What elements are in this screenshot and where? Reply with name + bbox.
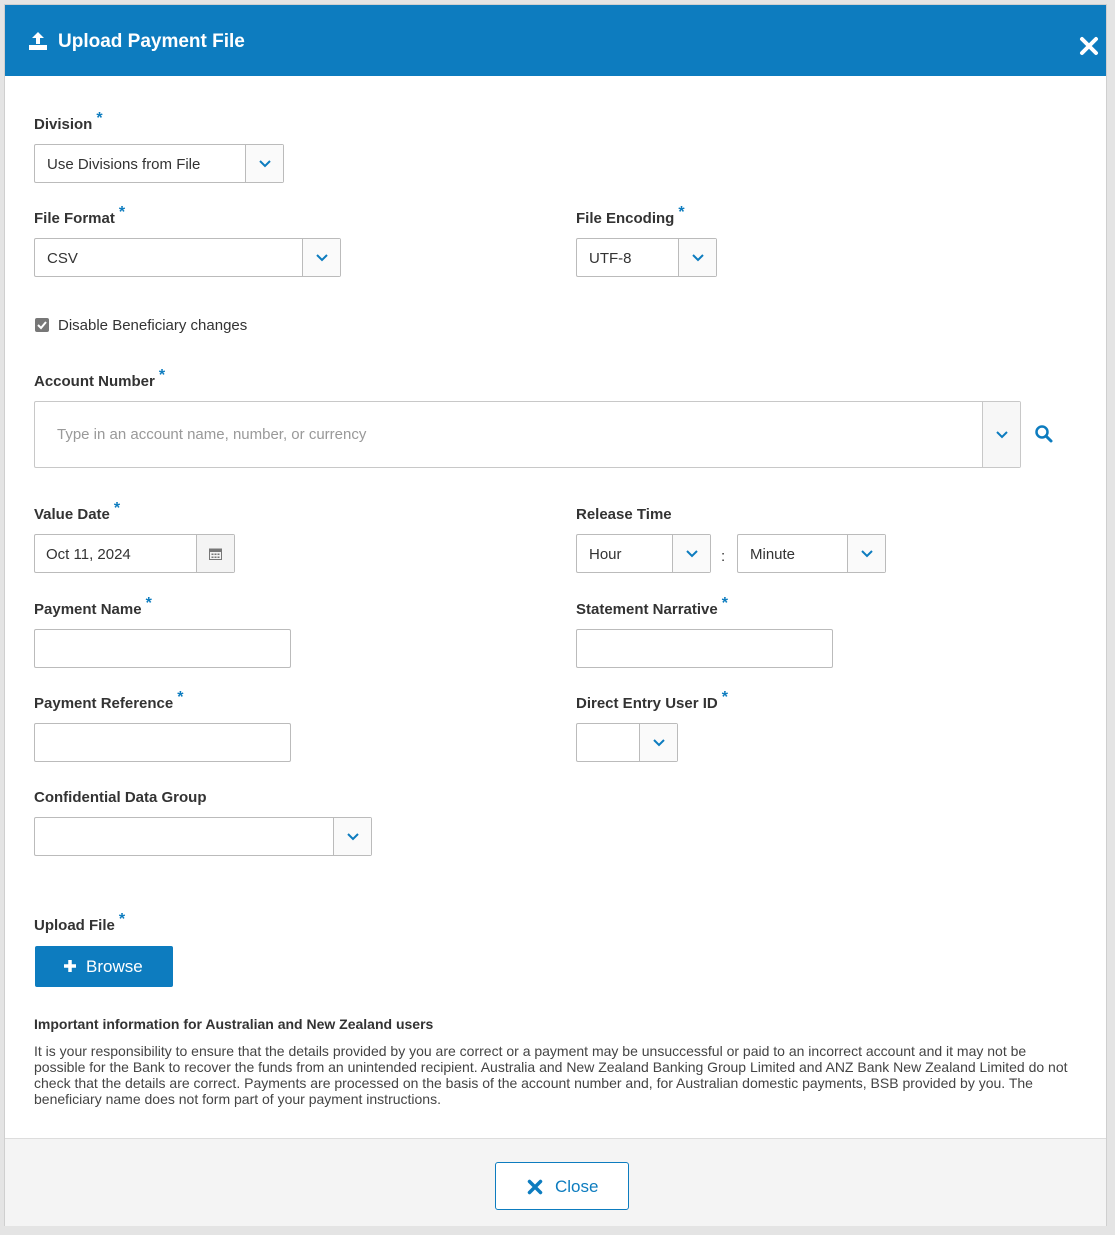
- browse-button[interactable]: Browse: [35, 946, 173, 987]
- payment-name-label: Payment Name *: [34, 595, 152, 618]
- disable-beneficiary-checkbox[interactable]: [35, 318, 49, 332]
- chevron-down-icon[interactable]: [982, 402, 1020, 467]
- dialog-header: [5, 5, 1106, 76]
- division-select[interactable]: Use Divisions from File: [34, 144, 284, 183]
- account-number-label: Account Number *: [34, 367, 166, 390]
- file-encoding-label: File Encoding *: [576, 204, 685, 227]
- file-format-label: File Format *: [34, 204, 126, 227]
- calendar-icon[interactable]: [196, 535, 234, 572]
- confidential-data-group-label: Confidential Data Group: [34, 789, 207, 806]
- plus-icon: [63, 959, 77, 973]
- dialog-title: Upload Payment File: [58, 31, 245, 52]
- search-icon[interactable]: [1034, 424, 1054, 444]
- account-number-combobox[interactable]: [34, 401, 1021, 468]
- chevron-down-icon[interactable]: [847, 535, 885, 572]
- info-body: It is your responsibility to ensure that the details provided by you are correct or a payment may be unsuccessful or paid to an incorrect account and it may not be possible for the Bank to recover the funds from an unintended recipient. Australia and New Zealand Banking Group Limited and ANZ Bank New Zealand Limited do not check that the details are correct. Payments are processed on the basis of the account number and, for Australian domestic payments, BSB provided by you. The beneficiary name does not form part of your payment instructions.: [34, 1043, 1068, 1107]
- release-minute-select[interactable]: Minute: [737, 534, 886, 573]
- value-date-field[interactable]: Oct 11, 2024: [34, 534, 235, 573]
- disable-beneficiary-label[interactable]: Disable Beneficiary changes: [58, 317, 248, 334]
- upload-icon: [27, 30, 49, 52]
- chevron-down-icon[interactable]: [302, 239, 340, 276]
- confidential-data-group-select[interactable]: [34, 817, 372, 856]
- release-hour-select[interactable]: Hour: [576, 534, 711, 573]
- close-icon[interactable]: [1078, 35, 1100, 57]
- statement-narrative-input[interactable]: [576, 629, 833, 668]
- time-separator: :: [721, 548, 726, 565]
- chevron-down-icon[interactable]: [678, 239, 716, 276]
- upload-payment-file-dialog: [4, 4, 1107, 1226]
- payment-reference-label: Payment Reference *: [34, 689, 184, 712]
- close-button[interactable]: Close: [495, 1162, 629, 1210]
- info-title: Important information for Australian and New Zealand users: [34, 1016, 434, 1032]
- dialog-footer: [5, 1138, 1106, 1226]
- statement-narrative-label: Statement Narrative *: [576, 595, 728, 618]
- release-time-label: Release Time: [576, 506, 672, 523]
- direct-entry-user-id-select[interactable]: [576, 723, 678, 762]
- value-date-label: Value Date *: [34, 500, 121, 523]
- chevron-down-icon[interactable]: [639, 724, 677, 761]
- file-format-select[interactable]: CSV: [34, 238, 341, 277]
- payment-name-input[interactable]: [34, 629, 291, 668]
- close-icon: [527, 1179, 543, 1195]
- upload-file-label: Upload File *: [34, 911, 126, 934]
- division-label: Division *: [34, 110, 103, 133]
- chevron-down-icon[interactable]: [245, 145, 283, 182]
- file-encoding-select[interactable]: UTF-8: [576, 238, 717, 277]
- direct-entry-user-id-label: Direct Entry User ID *: [576, 689, 728, 712]
- payment-reference-input[interactable]: [34, 723, 291, 762]
- chevron-down-icon[interactable]: [672, 535, 710, 572]
- chevron-down-icon[interactable]: [333, 818, 371, 855]
- account-number-input[interactable]: Type in an account name, number, or currency: [57, 426, 367, 443]
